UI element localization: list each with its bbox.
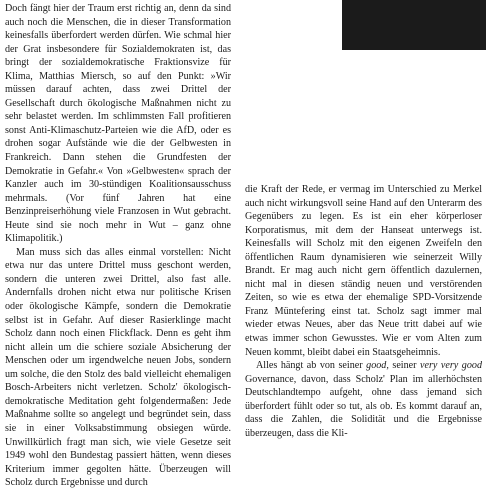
- article-photo: [342, 0, 486, 50]
- left-paragraph-1: Doch fängt hier der Traum erst richtig an, denn da sind auch noch die Menschen, die in dieser Transformation keinesfalls überfordert werden dürfen. Wie schmal hier der Grat insbesondere für Sozialdemokraten ist, das bringt der sozialdemokratische Fraktionsvize für Klima, Matthias Miersch, so auf den Punkt: »Wir müssen darauf achten, dass zwei Drittel der Gesellschaft durch ökologische Maßnahmen nicht zu sehr belastet werden. Im schlimmsten Fall profitieren sonst Anti-Klimaschutz-Parteien wie die AfD, oder es drohen sogar Aufstände wie die der Gelbwesten in Frankreich. Dann stehen die Grundfesten der Demokratie in Gefahr.« Von »Gelbwesten« sprach der Kanzler auch im 30-stündigen Koalitionsausschuss mehrmals. (Vor fünf Jahren hat eine Benzinpreiserhöhung viele Franzosen in Wut gebracht. Heute sind sie noch mehr in Wut – ganz ohne Klimapolitik.): [5, 3, 231, 245]
- right-paragraph-1: die Kraft der Rede, er vermag im Unterschied zu Merkel auch nicht wirkungsvoll seine Hand auf den Unterarm des Gegenübers zu legen. Es ist ein eher körperloser Korporatismus, mit dem der Hanseat unterwegs ist. Keinesfalls will Scholz mit den eigenen Zweifeln den öffentlichen Raum dynamisieren wie seinerzeit Willy Brandt. Er mag auch nicht gern öffentlich dazulernen, nicht mal in diesen ständig neuen und verstörenden Zeiten, so wie es etwa der ehemalige SPD-Vorsitzende Franz Müntefering einst tat. Scholz sagt immer mal wieder etwas Neues, aber das Neue tritt dabei auf wie etwas immer schon Gewusstes. Wie er vom Alten zum Neuen kommt, bleibt dabei ein Staatsgeheimnis.: [245, 184, 482, 358]
- left-paragraph-2: Man muss sich das alles einmal vorstellen: Nicht etwa nur das untere Drittel muss geschont werden, sondern die unteren zwei Drittel, also fast alle. Andernfalls drohen nicht etwa nur politische Krisen oder ökologische Kämpfe, sondern die Demokratie selbst ist in Gefahr. Auf dieser Rasierklinge macht Scholz dann noch einen Flickflack. Denn es geht ihm nicht allein um die schiere soziale Absicherung der Menschen oder um irgendwelche neuen Jobs, sondern um solche, die den Stolz des bald vielleicht ehemaligen Bosch-Arbeiters nicht verletzen. Scholz' ökologisch-demokratische Meditation geht folgendermaßen: Jede Maßnahme sollte so angelegt und begründet sein, dass sie in einer Volksabstimmung obsiegen würde. Unwillkürlich fragt man sich, wie viele Gesetze seit 1949 wohl den Bundestag passiert hätten, wenn dieses Kriterium immer gegolten hätte. Überzeugen will Scholz durch Ergebnisse und durch: [5, 246, 231, 489]
- paragraph-2-text-c: Governance, davon, dass Scholz' Plan im allerhöchsten Deutschlandtempo aufgeht, ohne dass jemand sich überfordert fühlt oder so tut, als ob. Es kommt darauf an, dass die Zahlen, die Solidität und die Ergebnisse überzeugen, dass die Kli-: [245, 373, 482, 439]
- left-text-column: [5, 2, 231, 490]
- right-text-column: [245, 183, 482, 440]
- paragraph-2-italic-very-very-good: very very good: [420, 360, 482, 372]
- paragraph-2-text-a: Alles hängt ab von seiner: [256, 360, 367, 372]
- paragraph-2-text-b: seiner: [388, 360, 421, 372]
- paragraph-2-italic-good: good,: [366, 360, 389, 372]
- right-paragraph-2: [245, 359, 482, 440]
